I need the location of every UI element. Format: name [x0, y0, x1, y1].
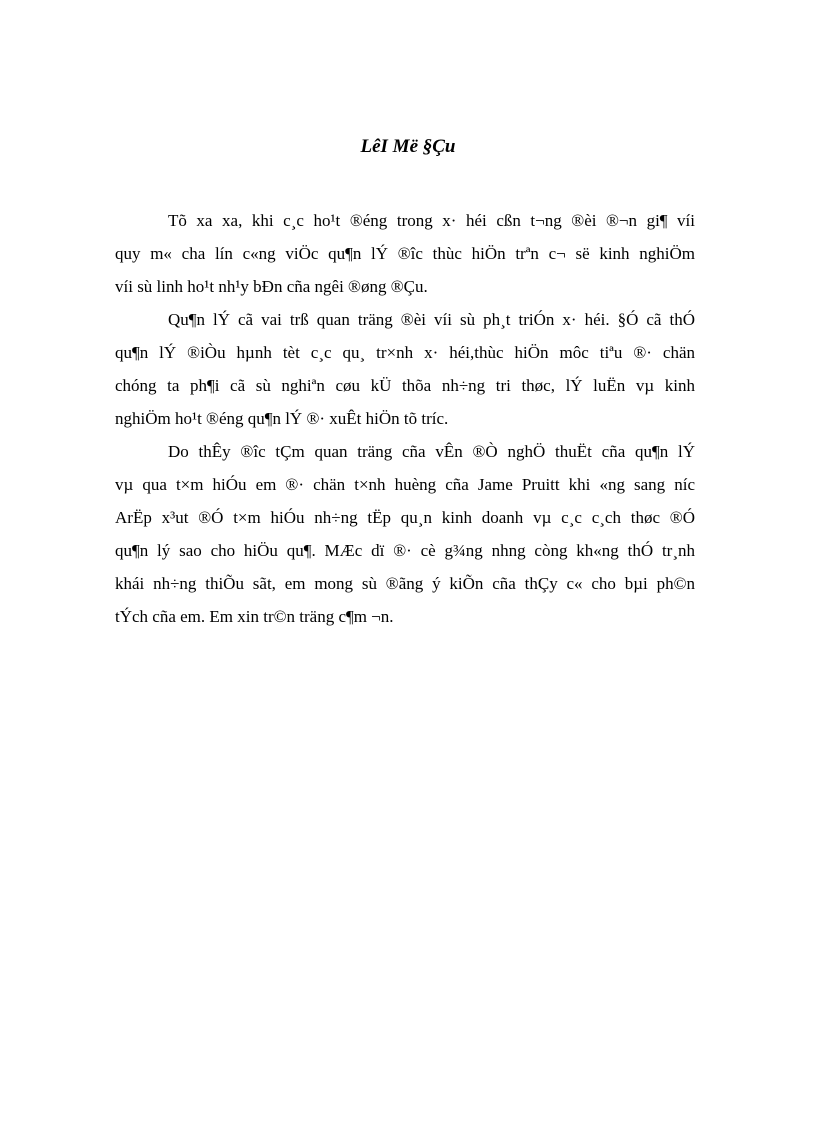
paragraph-2	[115, 303, 695, 435]
paragraph-line: ArËp x³ut ®Ó t×m hiÓu nh÷ng tËp qu¸n kinh doanh vµ c¸c c¸ch thøc ®Ó	[115, 508, 695, 527]
paragraph-line: chóng ta ph¶i cã sù nghiªn cøu kÜ thõa nh÷ng tri thøc, lÝ luËn vµ kinh	[115, 376, 695, 395]
paragraph-line: quy m« cha lín c«ng viÖc qu¶n lÝ ®îc thùc hiÖn trªn c¬ së kinh nghiÖm	[115, 244, 695, 263]
paragraph-line: Tõ xa xa, khi c¸c ho¹t ®éng trong x· héi cßn t¬ng ®èi ®¬n gi¶ víi	[168, 211, 695, 230]
paragraph-line: tÝch cña em. Em xin tr©n träng c¶m ¬n.	[115, 607, 394, 626]
paragraph-line: víi sù linh ho¹t nh¹y bÐn cña ngêi ®øng ®Çu.	[115, 277, 428, 296]
document-title: LêI Më §Çu	[360, 136, 456, 157]
paragraph-line: qu¶n lÝ ®iÒu hµnh tèt c¸c qu¸ tr×nh x· héi,thùc hiÖn môc tiªu ®· chän	[115, 343, 695, 362]
document-body	[115, 204, 695, 633]
paragraph-line: nghiÖm ho¹t ®éng qu¶n lÝ ®· xuÊt hiÖn tõ tríc.	[115, 409, 449, 428]
paragraph-line: khái nh÷ng thiÕu sãt, em mong sù ®ãng ý kiÕn cña thÇy c« cho bµi ph©n	[115, 574, 695, 593]
paragraph-line: vµ qua t×m hiÓu em ®· chän t×nh huèng cña Jame Pruitt khi «ng sang níc	[115, 475, 695, 494]
paragraph-line: Do thÊy ®îc tÇm quan träng cña vÊn ®Ò nghÖ thuËt cña qu¶n lÝ	[168, 442, 695, 461]
paragraph-line: qu¶n lý sao cho hiÖu qu¶. MÆc dï ®· cè g¾ng nhng còng kh«ng thÓ tr¸nh	[115, 541, 695, 560]
paragraph-line: Qu¶n lÝ cã vai trß quan träng ®èi víi sù ph¸t triÓn x· héi. §Ó cã thÓ	[168, 310, 695, 329]
paragraph-3	[115, 435, 695, 633]
paragraph-1	[115, 204, 695, 303]
